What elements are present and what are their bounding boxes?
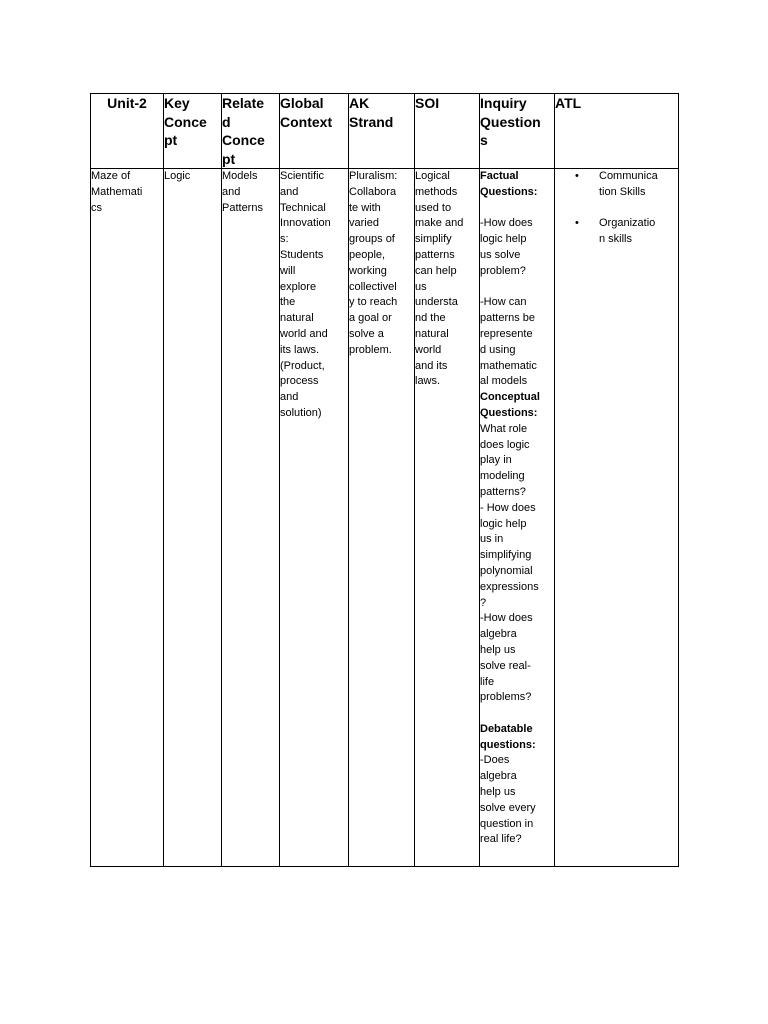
header-key-concept xyxy=(164,94,222,169)
text-line: Organizatio xyxy=(599,217,656,230)
text-line: Logic xyxy=(164,170,191,182)
text-line: explore xyxy=(280,280,317,293)
header-unit xyxy=(91,94,164,169)
text-line: Models xyxy=(222,170,258,182)
text-line: and xyxy=(280,391,299,404)
text-line: s xyxy=(480,132,488,148)
atl-list xyxy=(555,169,678,248)
text-line: algebra xyxy=(480,628,517,641)
text-line: Students xyxy=(280,248,324,261)
text-line: question in xyxy=(480,817,534,830)
text-line: solve real- xyxy=(480,659,531,672)
text-line: does logic xyxy=(480,438,530,451)
text-line: problem? xyxy=(480,264,526,277)
text-line: Questions: xyxy=(480,185,538,198)
text-line: us xyxy=(415,280,427,293)
text-line: ? xyxy=(480,596,487,609)
text-line: -How does xyxy=(480,612,533,625)
text-line: Technical xyxy=(280,201,326,214)
text-line: patterns be xyxy=(480,312,536,325)
text-line: used to xyxy=(415,201,452,214)
unit-planner-table xyxy=(90,93,679,867)
cell-global-context xyxy=(280,169,349,867)
text-line: s: xyxy=(280,233,289,246)
text-line: pt xyxy=(222,150,236,167)
text-line: laws. xyxy=(415,375,441,388)
text-line: Conceptual xyxy=(480,391,540,404)
text-line: Innovation xyxy=(280,217,331,230)
text-line: real life? xyxy=(480,833,522,846)
text-line: y to reach xyxy=(349,296,398,309)
text-line: Conce xyxy=(164,113,207,130)
cell-ak-strand xyxy=(349,169,415,867)
text-line: Mathemati xyxy=(91,185,143,198)
text-line: Patterns xyxy=(222,201,263,214)
text-line: life xyxy=(480,675,495,688)
text-line: simplify xyxy=(415,233,452,246)
text-line: Global xyxy=(280,95,324,111)
text-line: help us xyxy=(480,643,516,656)
text-line: te with xyxy=(349,201,381,214)
text-line: Debatable xyxy=(480,722,533,735)
text-line: us solve xyxy=(480,248,521,261)
text-line: pt xyxy=(164,132,178,148)
header-ak-strand xyxy=(349,94,415,169)
header-soi xyxy=(415,94,480,169)
factual-heading xyxy=(480,169,554,201)
text-line: represente xyxy=(480,327,533,340)
text-line: working xyxy=(349,264,387,277)
text-line: understa xyxy=(415,296,458,309)
text-line: nd the xyxy=(415,312,446,325)
text-line: and xyxy=(222,185,241,198)
text-line: (Product, xyxy=(280,359,325,372)
text-line: collectivel xyxy=(349,280,397,293)
text-line: patterns? xyxy=(480,485,526,498)
text-line: Question xyxy=(480,113,541,130)
text-line: Questions: xyxy=(480,406,538,419)
text-line: natural xyxy=(415,327,449,340)
conceptual-question-3 xyxy=(480,611,554,706)
text-line: natural xyxy=(280,312,314,325)
text-line: methods xyxy=(415,185,458,198)
text-line: can help xyxy=(415,264,457,277)
text-line: logic help xyxy=(480,517,527,530)
text-line: -How does xyxy=(480,217,533,230)
text-line: solve a xyxy=(349,327,384,340)
debatable-heading xyxy=(480,722,554,754)
conceptual-question-1 xyxy=(480,422,554,501)
text-line: and its xyxy=(415,359,448,372)
text-line: Context xyxy=(280,113,333,130)
text-line: Key xyxy=(164,95,190,111)
text-line: help us xyxy=(480,786,516,799)
text-line: Relate xyxy=(222,95,265,111)
atl-item xyxy=(555,169,678,201)
text-line: logic help xyxy=(480,233,527,246)
text-line: -How can xyxy=(480,296,527,309)
cell-unit xyxy=(91,169,164,867)
text-line: cs xyxy=(91,201,102,214)
atl-item xyxy=(555,216,678,248)
text-line: SOI xyxy=(415,95,440,111)
cell-key-concept xyxy=(164,169,222,867)
content-row xyxy=(91,169,679,867)
text-line: algebra xyxy=(480,770,517,783)
text-line: - How does xyxy=(480,501,536,514)
text-line: Logical xyxy=(415,170,450,182)
text-line: Strand xyxy=(349,113,394,130)
text-line: n skills xyxy=(599,233,633,246)
text-line: its laws. xyxy=(280,343,320,356)
text-line: and xyxy=(280,185,299,198)
bullet-icon: • xyxy=(575,170,579,182)
text-line: varied xyxy=(349,217,379,230)
text-line: Maze of xyxy=(91,170,131,182)
conceptual-heading xyxy=(480,390,554,422)
debatable-question-1 xyxy=(480,753,554,848)
factual-question-1 xyxy=(480,216,554,279)
cell-related-concept xyxy=(222,169,280,867)
text-line: groups of xyxy=(349,233,395,246)
text-line: Scientific xyxy=(280,170,325,182)
conceptual-question-2 xyxy=(480,501,554,612)
header-inquiry-questions xyxy=(480,94,555,169)
text-line: Inquiry xyxy=(480,95,527,111)
text-line: problem. xyxy=(349,343,392,356)
header-related-concept xyxy=(222,94,280,169)
text-line: Factual xyxy=(480,170,519,182)
text-line: expressions xyxy=(480,580,539,593)
text-line: -Does xyxy=(480,754,510,767)
text-line: Conce xyxy=(222,132,265,148)
text-line: make and xyxy=(415,217,464,230)
text-line: patterns xyxy=(415,248,455,261)
text-line: people, xyxy=(349,248,386,261)
bullet-icon: • xyxy=(575,217,579,230)
text-line: ATL xyxy=(555,95,582,111)
text-line: world and xyxy=(280,327,328,340)
text-line: d xyxy=(222,113,231,130)
text-line: What role xyxy=(480,422,528,435)
factual-question-2 xyxy=(480,295,554,390)
text-line: Collabora xyxy=(349,185,397,198)
text-line: will xyxy=(280,264,296,277)
text-line: play in xyxy=(480,454,512,467)
text-line: problems? xyxy=(480,691,532,704)
text-line: mathematic xyxy=(480,359,537,372)
text-line: simplifying xyxy=(480,549,532,562)
text-line: world xyxy=(415,343,442,356)
header-global-context xyxy=(280,94,349,169)
text-line: AK xyxy=(349,95,370,111)
header-atl xyxy=(555,94,679,169)
text-line: Unit-2 xyxy=(107,95,147,111)
text-line: us in xyxy=(480,533,504,546)
cell-soi xyxy=(415,169,480,867)
text-line: solution) xyxy=(280,406,322,419)
text-line: the xyxy=(280,296,296,309)
text-line: tion Skills xyxy=(599,185,646,198)
cell-atl xyxy=(555,169,679,867)
header-row xyxy=(91,94,679,169)
text-line: d using xyxy=(480,343,516,356)
text-line: Pluralism: xyxy=(349,170,398,182)
text-line: Communica xyxy=(599,170,658,182)
text-line: polynomial xyxy=(480,564,533,577)
cell-inquiry-questions xyxy=(480,169,555,867)
text-line: a goal or xyxy=(349,312,392,325)
text-line: questions: xyxy=(480,738,536,751)
text-line: al models xyxy=(480,375,528,388)
text-line: solve every xyxy=(480,801,536,814)
text-line: modeling xyxy=(480,470,525,483)
text-line: process xyxy=(280,375,319,388)
